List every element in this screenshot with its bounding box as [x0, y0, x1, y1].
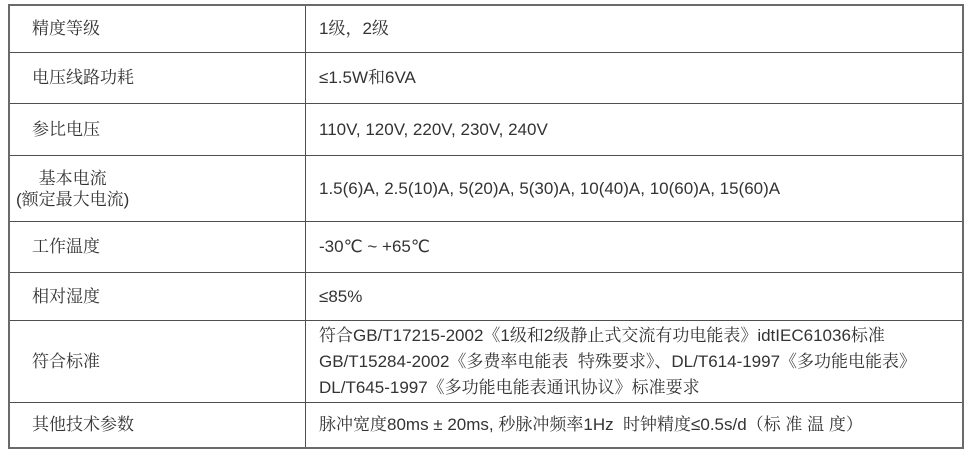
spec-label-basic-current	[10, 156, 306, 222]
spec-label-text: 相对湿度	[32, 286, 100, 306]
spec-label-text: 工作温度	[32, 237, 100, 256]
spec-label-line: (额定最大电流)	[16, 189, 130, 209]
spec-label-other-technical-parameters	[10, 403, 306, 447]
spec-value-accuracy-class	[306, 6, 962, 53]
spec-value-voltage-circuit-power	[306, 53, 962, 104]
spec-value-compliance-standards	[306, 321, 962, 403]
spec-value-text: 110V, 120V, 220V, 230V, 240V	[319, 119, 548, 139]
spec-label-line: 基本电流	[38, 168, 107, 188]
spec-value-operating-temperature	[306, 222, 962, 273]
spec-value-line: 符合GB/T17215-2002《1级和2级静止式交流有功电能表》idtIEC61036标准	[319, 325, 885, 345]
spec-value-line: DL/T645-1997《多功能电能表通讯协议》标准要求	[319, 377, 700, 397]
spec-label-text: 符合标准	[32, 351, 100, 371]
spec-label-text: 电压线路功耗	[32, 68, 134, 87]
spec-label-text: 精度等级	[32, 19, 100, 38]
spec-value-text: -30℃ ~ +65℃	[319, 237, 430, 256]
spec-label-relative-humidity	[10, 273, 306, 321]
spec-label-text: 其他技术参数	[32, 415, 134, 434]
spec-table	[8, 4, 964, 449]
spec-value-text: ≤1.5W和6VA	[319, 68, 416, 87]
spec-label-operating-temperature	[10, 222, 306, 273]
spec-value-line: GB/T15284-2002《多费率电能表 特殊要求》、DL/T614-1997《多功能电能表》	[319, 351, 917, 371]
spec-value-basic-current	[306, 156, 962, 222]
spec-value-other-technical-parameters	[306, 403, 962, 447]
spec-value-text: 1.5(6)A, 2.5(10)A, 5(20)A, 5(30)A, 10(40)A, 10(60)A, 15(60)A	[319, 178, 781, 198]
spec-value-relative-humidity	[306, 273, 962, 321]
spec-label-compliance-standards	[10, 321, 306, 403]
spec-value-text: ≤85%	[319, 286, 363, 306]
spec-value-text: 脉冲宽度80ms ± 20ms, 秒脉冲频率1Hz 时钟精度≤0.5s/d（标 准 温 度）	[319, 415, 863, 434]
spec-label-voltage-circuit-power	[10, 53, 306, 104]
spec-value-text: 1级，2级	[319, 19, 389, 38]
spec-label-reference-voltage	[10, 104, 306, 156]
spec-value-reference-voltage	[306, 104, 962, 156]
spec-label-accuracy-class	[10, 6, 306, 53]
spec-label-text	[16, 168, 129, 210]
spec-label-text: 参比电压	[32, 119, 100, 139]
